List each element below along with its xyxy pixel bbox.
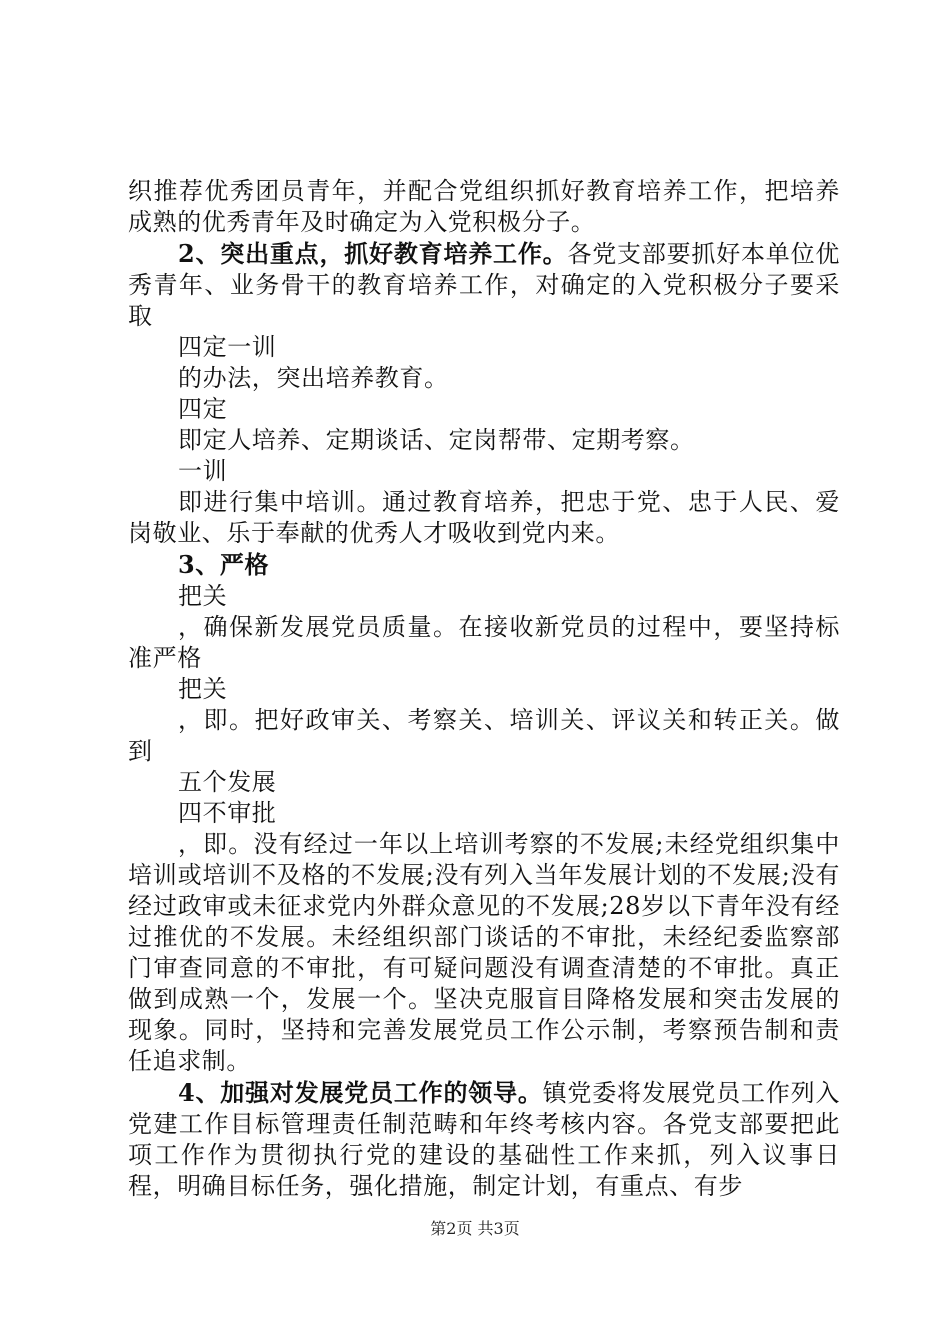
paragraph-line: ，即。把好政审关、考察关、培训关、评议关和转正关。做到 (128, 706, 840, 765)
paragraph-line: ，确保新发展党员质量。在接收新党员的过程中，要坚持标准严格 (128, 613, 840, 672)
item-2-text: 各党支部要抓好本单位优秀青年、业务骨干的教育培养工作，对确定的入党积极分子要采取 (128, 240, 840, 330)
paragraph-line: 四定一训 (178, 333, 277, 361)
paragraph-line: 一训 (178, 457, 228, 485)
paragraph-continuation: 织推荐优秀团员青年，并配合党组织抓好教育培养工作，把培养成熟的优秀青年及时确定为入党积极分子。 (128, 177, 840, 236)
paragraph-line: 四不审批 (178, 799, 277, 827)
paragraph-line: 四定 (178, 395, 228, 423)
paragraph-item-4 (128, 1077, 840, 1202)
paragraph-item-3 (128, 549, 840, 581)
paragraph-line: 五个发展 (178, 768, 277, 796)
paragraph-line: 即进行集中培训。通过教育培养，把忠于党、忠于人民、爱岗敬业、乐于奉献的优秀人才吸收到党内来。 (128, 488, 840, 547)
item-4-heading: 4、加强对发展党员工作的领导。 (178, 1078, 543, 1107)
page-footer: 第2页 共3页 (430, 1219, 520, 1238)
paragraph-line: ，即。没有经过一年以上培训考察的不发展;未经党组织集中培训或培训不及格的不发展;没有列入当年发展计划的不发展;没有经过政审或未征求党内外群众意见的不发展;28岁以下青年没有经过推优的不发展。未经组织部门谈话的不审批，未经纪委监察部门审查同意的不审批，有可疑问题没有调查清楚的不审批。真正做到成熟一个，发展一个。坚决克服盲目降格发展和突击发展的现象。同时，坚持和完善发展党员工作公示制，考察预告制和责任追求制。 (128, 830, 840, 1075)
paragraph-item-2 (128, 238, 840, 332)
item-3-heading: 3、严格 (178, 550, 270, 579)
item-2-heading: 2、突出重点，抓好教育培养工作。 (178, 239, 568, 268)
document-body (128, 176, 840, 1202)
item-4-text: 镇党委将发展党员工作列入党建工作目标管理责任制范畴和年终考核内容。各党支部要把此项工作作为贯彻执行党的建设的基础性工作来抓，列入议事日程，明确目标任务，强化措施，制定计划，有重点、有步 (128, 1079, 840, 1200)
paragraph-line: 把关 (178, 582, 228, 610)
paragraph-line: 把关 (178, 675, 228, 703)
paragraph-line: 的办法，突出培养教育。 (178, 364, 449, 392)
paragraph-line: 即定人培养、定期谈话、定岗帮带、定期考察。 (178, 426, 695, 454)
